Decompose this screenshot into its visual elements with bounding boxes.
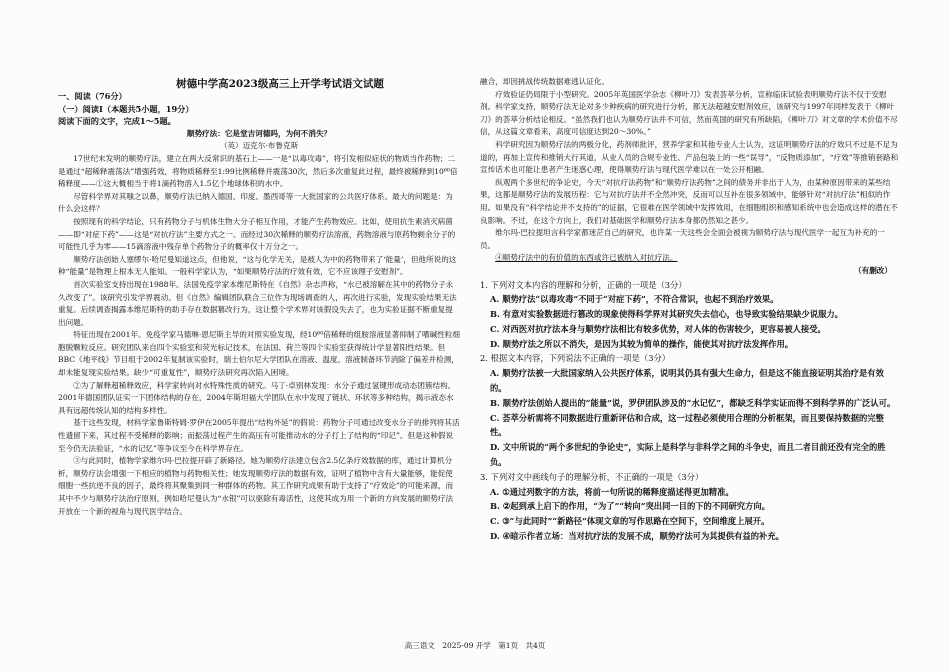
question-2-option-C: C. 荟萃分析需将不同数据进行重新评估和合成，这一过程必须使用合理的分析框架，而且要保持数据的完整性。: [490, 412, 884, 438]
question-3-option-C: C. ③“与此同时”“新路径”体现文章的写作思路在空间下，空间维度上展开。: [490, 516, 770, 527]
exam-title: 树德中学高2023级高三上开学考试语文试题: [176, 78, 384, 90]
paragraph-right-5: 维尔玛·巴拉提坦言科学家都迷茫自己的研究，也许某一天这些会全面会被视为顺势疗法与现代医学一起互为补充的一员。: [480, 228, 885, 250]
paragraph-left-9: ③与此同时，植物学家维尔玛·巴拉提开辟了新路径。她为顺势疗法建立包含2.5亿条疗效数据的库，通过计算机分析，顺势疗法会增强一下相应的植物与药物相关性；她发现顺势疗法的数据有效，证明了植物中含有大量能够，能促使细胞一些抗逆不良的因子，最终将其聚集到同一种群体的药物。其工作研究成果有助于支持了“疗效论”的可能来源，而其中不少与顺势疗法治疗原则，例如哈尼曼认为“水银”可以驱除有毒活性，这使其成为用一个新的方向发展的顺势疗法开放在一个新的视角与现代医学结合。: [58, 456, 454, 516]
paragraph-left-3: 按照现有的科学结论，只有药物分子与机体生物大分子相互作用，才能产生药物效应。比如，使用抗生素消灭病菌——即“对症下药”——这是“对抗疗法”主要方式之一。而经过30次稀释的顺势疗法溶液，药物溶液与原药物剩余分子的可能性几乎为零——15滴溶液中残存单个药物分子的概率仅十万分之一。: [58, 216, 456, 252]
section-heading: 一、阅读（76分）: [58, 91, 127, 101]
instructions: 阅读下面的文字，完成1～5题。: [58, 116, 176, 127]
paragraph-left-2: 尽管科学界对其嗤之以鼻，顺势疗法已纳入德国、印度、墨西哥等一大批国家的公共医疗体系。最大的问题是：为什么会这样？: [58, 191, 453, 214]
subsection-heading: （一）阅读Ⅰ（本题共5小题，19分）: [58, 103, 194, 114]
paragraph-right-2: 疗效验证仍局限于小型研究。2005年英国医学杂志《柳叶刀》发表荟萃分析，宣称临床试验表明顺势疗法不仅于安慰剂。科学家支持，顺势疗法无论对多少种疾病的研究进行分析，都无法超越安慰剂效应，该研究与1997年同样发表于《柳叶刀》的荟萃分析结论相反。“虽然我们也认为顺势疗法并不可信，然而英国的研究有所缺陷，《柳叶刀》对文章的学术价值不尽信，从这篇文章看来，高度可信度达到20～30%。”: [480, 89, 898, 137]
question-2-stem: 2. 根据文本内容，下列说法不正确的一项是（3分）: [480, 353, 671, 364]
article-body-left: [58, 153, 460, 518]
question-1-option-D: D. 顺势疗法之所以不消失，是因为其较为简单的操作，能使其对抗疗法发挥作用。: [490, 338, 794, 349]
paragraph-left-8: 基于这些发现，材料学家鲁斯特姆·罗伊在2005年提出“结构外延”的假说：药物分子可通过改变水分子的排列将其活性遗留下来，其过程不受稀释的影响；而振荡过程产生的高压有可能推动水的分子打上了结构的“印记”。但是这种假说至今仍无法验证，“水的记忆”等争议至今在科学界存在。: [58, 418, 460, 453]
paragraph-left-7: ②为了解释超稀释效应，科学家转向对水特殊性质的研究。马丁·卓别林发现：水分子通过氢键形成动态团簇结构。2001年德国团队证实一下团体结构的存在，2004年斯坦福大学团队在水中发现了链状、环状等多种结构，揭示液态水具有远超传统认知的结构多样性。: [58, 380, 456, 415]
question-1-option-B: B. 有意对实验数据进行篡改的现象使得科学界对其研究失去信心，也导致实验结果缺少说服力。: [490, 309, 843, 320]
paragraph-right-3: 科学研究因为顺势疗法的两极分化，药剂师批评，营养学家和其他专业人士认为，这证明顺势疗法的疗效只不过是不足为道的，再加上宣传和推销大行其道，从业人员的合规专业性、产品包装上的一些“误导”，“反物质添加”，“疗效”等推销套路和宣传话术也可能让患者产生迷惑心理，使得顺势疗法与现代医学难以在一处公开相融。: [480, 139, 899, 175]
question-3-option-D: D. ④暗示作者立场：当对抗疗法的发展不成，顺势疗法可为其提供有益的补充。: [490, 531, 784, 542]
article-source: （有删改）: [854, 265, 892, 275]
right-column: [480, 76, 900, 544]
paragraph-left-1: 17世纪末发明的顺势疗法，建立在两大反常识的基石上——一是“以毒攻毒”，将引发相似症状的物质当作药物；二是通过“超稀释震荡法”增强药效，将物质稀释至1:99比例稀释并震荡30次，然后多次重复此过程，最终被稀释到10⁶⁰倍稀释度——①这大概相当于将1滴药物溶入1.5亿个地球体积的水中。: [58, 153, 458, 189]
paragraph-right-4: 纵观两个多世纪的争论史，今天“对抗疗法药物”和“顺势疗法药物”之间的债务并非出于人为，由某种原因带来的某些结果，这都是顺势疗法的发展历程：它与对抗疗法并不全然冲突，反而可以互补在很多领域中，能够针对“对抗疗法”相似的作用。如果没有“科学结论并不支持的”的证据，它很难在医学领域中发挥效用，在细胞组织和感知系统中也会造成这样的潜在不良影响。不过，在这个方向上，我们对基础医学和顺势疗法本身都仍然知之甚少。: [480, 177, 898, 225]
question-1-option-C: C. 对西医对抗疗法本身与顺势疗法相比有较多优势，对人体的伤害较少，更容易被人接受。: [490, 323, 826, 334]
question-1-stem: 1. 下列对文本内容的理解和分析，正确的一项是（3分）: [480, 279, 687, 290]
article-title: 顺势疗法：它是堂吉诃德吗，为何不消失？: [186, 128, 332, 138]
question-2-option-B: B. 顺势疗法创始人提出的“能量”说，罗伊团队涉及的“水记忆”，都缺乏科学实证而得不到科学界的广泛认可。: [490, 397, 896, 408]
paragraph-left-5: 首次实验室支持出现在1988年。法国免疫学家本维尼斯特在《自然》杂志声称，“水已被溶解在其中的药物分子永久改变了”。该研究引发学界震动。但《自然》编辑团队联合三位作为现场调查的人，再次进行实验，发现实验结果无法重复。后续调查揭露本维尼斯特的助手存在数据篡改行为，这让整个学术界对该假设失去了，也为实验证据不断重复提出问题。: [58, 279, 457, 327]
question-3-option-A: A. ①通过列数字的方法，将前一句所说的稀释度描述得更加精准。: [490, 486, 734, 497]
underlined-sentence-4: ④顺势疗法中的有价值的东西或许已被纳入对抗疗法。: [495, 253, 678, 263]
paragraph-left-6: 特征出现在2001年。免疫学家马德琳·恩尼斯主导的对照实验发现，经10⁶⁰倍稀释的组胺溶液显著抑制了嗜碱性粒细胞脱颗粒反应。研究团队来自四个实验室和荧光标记技术，在法国、荷兰等四个实验室获得统计学显著阳性结果。但BBC《地平线》节目组于2002年复制该实验时，瑞士伯尔尼大学团队在溶液、温度、溶液制备环节消除了偏差并检测，却未能复现实验结果。缺少“可重复性”，顺势疗法研究再次陷入困境。: [58, 330, 460, 378]
paragraph-right-1: 融合，却因挑战传统数据难逃认证化。: [480, 77, 610, 86]
page-footer: 高三语文 2025-09 开学 第1页 共4页: [404, 641, 546, 650]
question-3-option-B: B. ②起到承上启下的作用，“为了”“转向”突出同一目的下的不同研究方向。: [490, 501, 770, 512]
left-column: [58, 78, 460, 518]
question-2-option-D: D. 文中所说的“两个多世纪的争论史”，实际上是科学与非科学之间的斗争史，而且二者目前还没有完全的胜负。: [490, 442, 886, 468]
article-body-right: [480, 76, 900, 252]
article-author: （英）迈克尔·布鲁克斯: [219, 141, 299, 151]
question-2-option-A: A. 顺势疗法被一大批国家纳入公共医疗体系，说明其仍具有强大生命力，但是这不能直接证明其治疗是有效的。: [490, 368, 884, 394]
paragraph-left-4: 顺势疗法创始人塞缪尔·哈尼曼知道这点，但他说，“这与化学无关，是被人为中的药物带来了‘能量’，但他所说的这种“能量”是物理上根本无人能知。一般科学家认为，“如果顺势疗法的疗效有效，它不应该理子安慰剂”。: [58, 254, 457, 277]
question-1-option-A: A. 顺势疗法“以毒攻毒”不同于“对症下药”，不符合常识，也起不到治疗效果。: [490, 294, 779, 305]
questions-block: [480, 278, 900, 544]
question-3-stem: 3. 下列对文中画线句子的理解分析，不正确的一项是（3分）: [480, 471, 704, 482]
